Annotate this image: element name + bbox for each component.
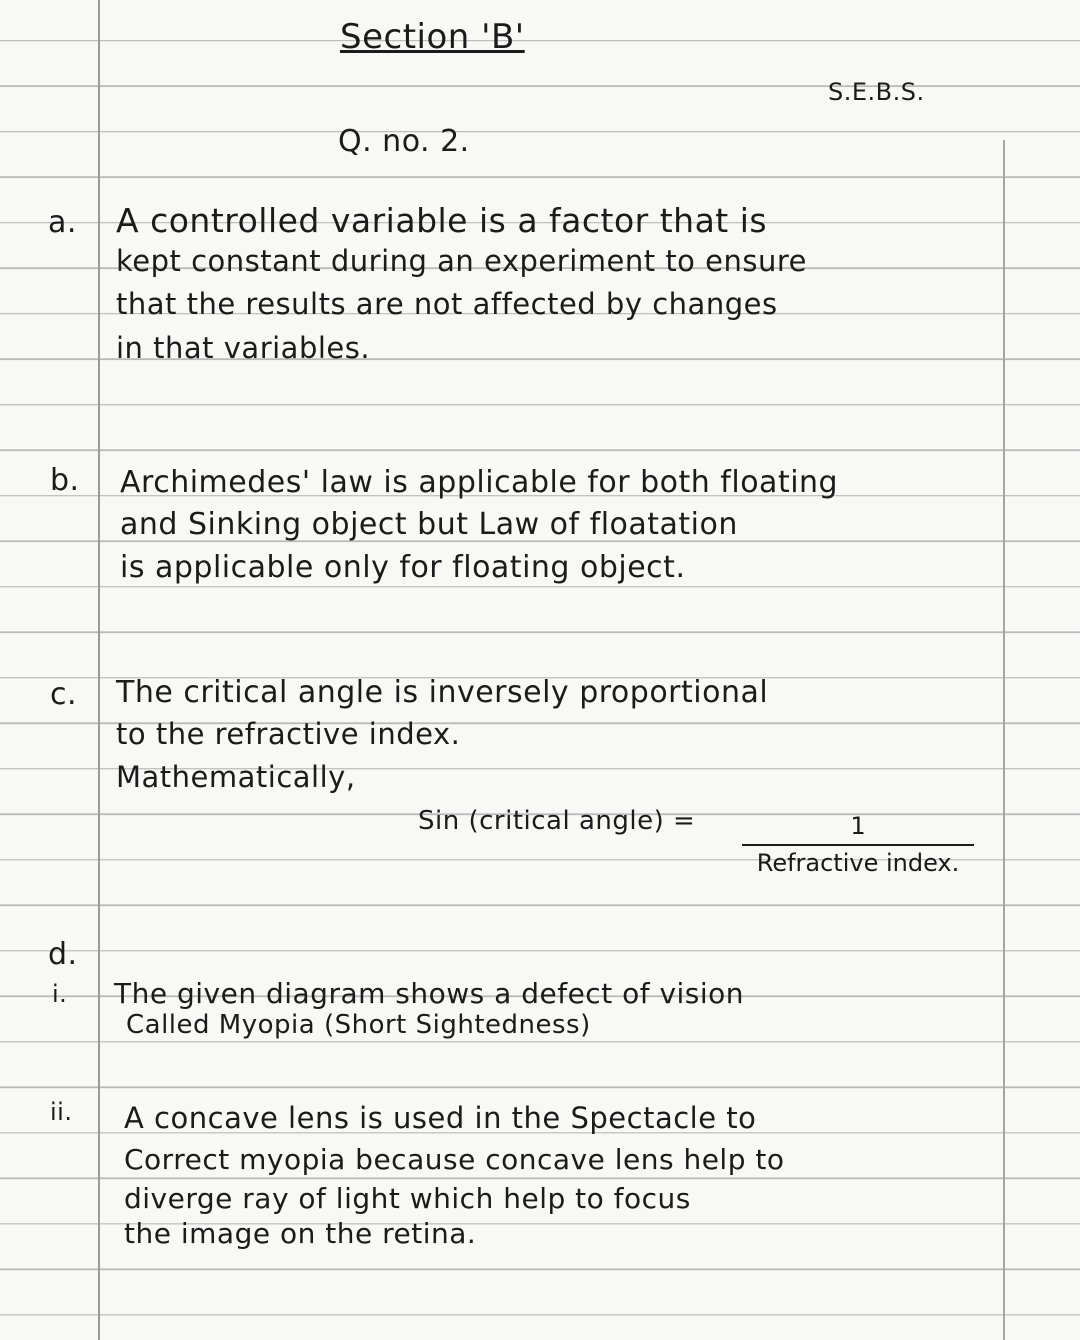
- answer-d-i-line-1: The given diagram shows a defect of vision: [114, 977, 745, 1010]
- question-number: Q. no. 2.: [338, 124, 470, 159]
- right-margin-line: [1003, 140, 1005, 1340]
- formula-lhs: Sin (critical angle) =: [418, 806, 696, 836]
- answer-d-label: d.: [48, 937, 78, 972]
- answer-b-line-2: and Sinking object but Law of floatation: [120, 507, 738, 542]
- answer-d-ii-line-2: Correct myopia because concave lens help to: [124, 1143, 785, 1176]
- answer-d-i-label: i.: [52, 980, 68, 1008]
- answer-a-line-2: kept constant during an experiment to ensure: [116, 244, 807, 278]
- formula-numerator: 1: [850, 812, 866, 840]
- answer-b-line-3: is applicable only for floating object.: [120, 550, 686, 585]
- formula-denominator: Refractive index.: [756, 849, 960, 877]
- section-title: Section 'B': [340, 17, 525, 57]
- answer-a-line-3: that the results are not affected by changes: [116, 287, 778, 321]
- answer-b-label: b.: [50, 463, 80, 498]
- answer-a-line-1: A controlled variable is a factor that is: [116, 201, 768, 240]
- fraction-bar: [742, 844, 974, 846]
- answer-c-label: c.: [50, 677, 78, 712]
- formula-fraction: [742, 812, 974, 877]
- margin-line: [98, 0, 100, 1340]
- school-initials: S.E.B.S.: [828, 78, 925, 106]
- answer-c-line-3: Mathematically,: [116, 760, 356, 794]
- answer-d-ii-line-3: diverge ray of light which help to focus: [124, 1182, 691, 1215]
- answer-b-line-1: Archimedes' law is applicable for both floating: [120, 465, 839, 500]
- answer-d-ii-line-1: A concave lens is used in the Spectacle to: [124, 1101, 757, 1135]
- answer-d-ii-label: ii.: [50, 1098, 73, 1126]
- answer-a-line-4: in that variables.: [116, 331, 371, 365]
- answer-c-line-1: The critical angle is inversely proportional: [116, 675, 769, 710]
- answer-c-line-2: to the refractive index.: [116, 717, 461, 751]
- answer-d-i-line-2: Called Myopia (Short Sightedness): [126, 1010, 591, 1040]
- answer-d-ii-line-4: the image on the retina.: [124, 1217, 477, 1250]
- answer-a-label: a.: [48, 205, 77, 240]
